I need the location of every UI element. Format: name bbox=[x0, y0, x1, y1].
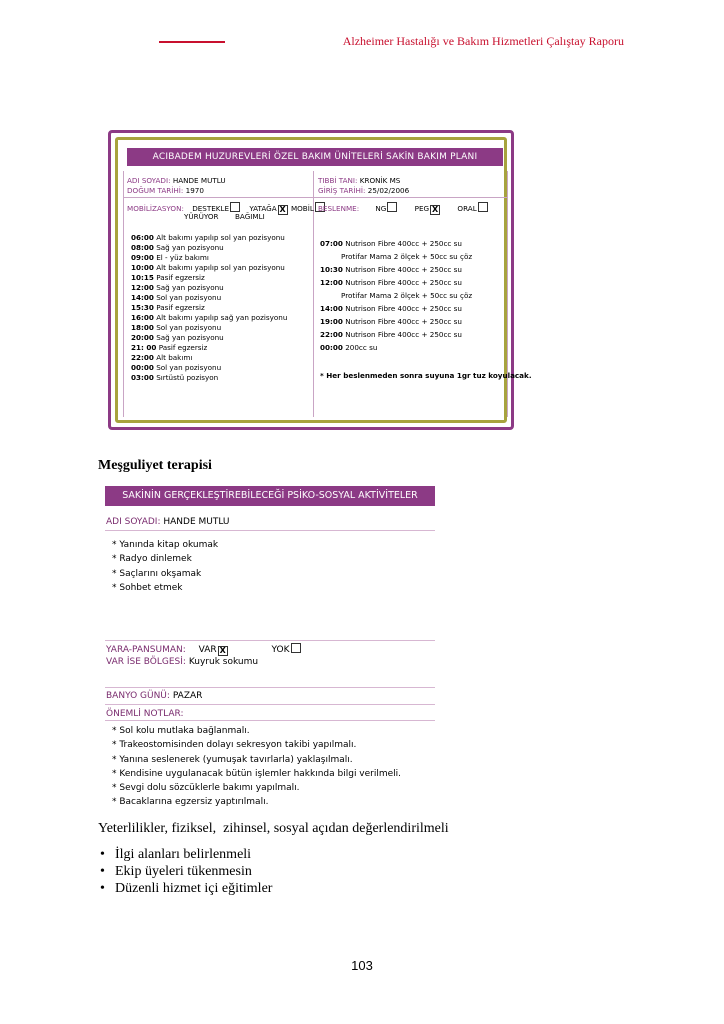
list-item: * Sol kolu mutlaka bağlanmalı. bbox=[112, 726, 250, 736]
plan-birth-row bbox=[127, 186, 204, 196]
list-item: * Saçlarını okşamak bbox=[112, 568, 202, 579]
nutrition-opt2-label: PEG bbox=[414, 204, 430, 213]
mobility-opt1-checkbox[interactable] bbox=[230, 202, 240, 212]
page-number: 103 bbox=[351, 958, 373, 973]
mobility-opt2-sub: BAĞIMLI bbox=[235, 212, 265, 221]
separator bbox=[105, 640, 435, 641]
plan-entry-value: 25/02/2006 bbox=[367, 186, 410, 195]
activities-name-row bbox=[106, 515, 230, 529]
separator bbox=[105, 530, 435, 531]
list-item: 21: 00 Pasif egzersiz bbox=[131, 343, 208, 352]
wound-no-label: YOK bbox=[271, 645, 290, 655]
list-item: * Bacaklarına egzersiz yaptırılmalı. bbox=[112, 797, 269, 808]
list-item: 12:00 Nutrison Fibre 400cc + 250cc su bbox=[320, 278, 462, 287]
plan-birth-label: DOĞUM TARİHİ: bbox=[127, 186, 184, 195]
list-item: • Ekip üyeleri tükenmesin bbox=[98, 863, 272, 880]
list-item: 00:00 Sol yan pozisyonu bbox=[131, 363, 222, 372]
plan-name-label: ADI SOYADI: bbox=[127, 176, 171, 185]
plan-nutrition-label: BESLENME: bbox=[318, 204, 360, 213]
wound-yes-checkbox[interactable]: X bbox=[219, 646, 226, 655]
plan-diagnosis-label: TIBBİ TANI: bbox=[318, 176, 358, 185]
plan-diagnosis-value: KRONİK MS bbox=[359, 176, 401, 185]
nutrition-opt1-checkbox[interactable] bbox=[387, 202, 397, 212]
list-item: 10:30 Nutrison Fibre 400cc + 250cc su bbox=[320, 265, 462, 274]
list-item: 10:00 Alt bakımı yapılıp sol yan pozisyonu bbox=[131, 263, 285, 272]
activities-name-value: HANDE MUTLU bbox=[163, 517, 230, 527]
plan-entry-row bbox=[318, 186, 409, 196]
plan-nutrition-row bbox=[318, 202, 489, 215]
positions-list bbox=[131, 233, 287, 383]
list-item: 16:00 Alt bakımı yapılıp sağ yan pozisyonu bbox=[131, 313, 288, 322]
separator bbox=[105, 687, 435, 688]
header-rule bbox=[159, 41, 225, 43]
bullet-list bbox=[98, 846, 272, 897]
list-item: 07:00 Nutrison Fibre 400cc + 250cc su bbox=[320, 239, 462, 248]
wound-region-row bbox=[106, 655, 258, 669]
wound-region-label: VAR İSE BÖLGESİ: bbox=[106, 657, 186, 667]
list-item: 20:00 Sağ yan pozisyonu bbox=[131, 333, 224, 342]
therapy-heading: Meşguliyet terapisi bbox=[98, 458, 212, 473]
bath-row bbox=[106, 689, 202, 703]
list-item: 18:00 Sol yan pozisyonu bbox=[131, 323, 222, 332]
mobility-opt1-label: DESTEKLE bbox=[192, 204, 230, 213]
mobility-opt2-checkbox[interactable]: X bbox=[279, 205, 286, 214]
plan-diagnosis-row bbox=[318, 176, 400, 186]
activities-list bbox=[112, 538, 218, 595]
feeding-list bbox=[320, 237, 472, 354]
list-item: * Yanında kitap okumak bbox=[112, 540, 219, 550]
nutrition-opt3-checkbox[interactable] bbox=[478, 202, 488, 212]
list-item: 14:00 Nutrison Fibre 400cc + 250cc su bbox=[320, 304, 462, 313]
bath-value: PAZAR bbox=[172, 691, 203, 701]
bath-label: BANYO GÜNÜ: bbox=[106, 691, 170, 701]
nutrition-opt3-label: ORAL bbox=[457, 204, 477, 213]
mobility-opt2-label: YATAĞA bbox=[249, 204, 277, 213]
plan-mobility-row bbox=[127, 202, 326, 215]
list-item: * Sohbet etmek bbox=[112, 582, 183, 593]
list-item: 09:00 El - yüz bakımı bbox=[131, 253, 209, 262]
nutrition-opt1-label: NG bbox=[375, 204, 387, 213]
list-item: Protifar Mama 2 ölçek + 50cc su çöz bbox=[341, 291, 473, 300]
list-item: 12:00 Sağ yan pozisyonu bbox=[131, 283, 224, 292]
list-item: 06:00 Alt bakımı yapılıp sol yan pozisyonu bbox=[131, 233, 285, 242]
list-item: * Radyo dinlemek bbox=[112, 554, 192, 565]
wound-region-value: Kuyruk sokumu bbox=[188, 657, 259, 667]
list-item: • İlgi alanları belirlenmeli bbox=[98, 846, 272, 863]
notes-list bbox=[112, 724, 401, 810]
list-item: * Trakeostomisinden dolayı sekresyon takibi yapılmalı. bbox=[112, 740, 357, 751]
list-item: 10:15 Pasif egzersiz bbox=[131, 273, 205, 282]
wound-yes-label: VAR bbox=[198, 645, 217, 655]
list-item: * Kendisine uygulanacak bütün işlemler hakkında bilgi verilmeli. bbox=[112, 768, 402, 779]
care-plan-form bbox=[108, 130, 532, 430]
list-item: * Yanına seslenerek (yumuşak tavırlarla) yaklaşılmalı. bbox=[112, 754, 353, 765]
separator bbox=[105, 720, 435, 721]
mobility-opt1-sub: YÜRÜYOR bbox=[184, 212, 219, 221]
care-plan-title: ACIBADEM HUZUREVLERİ ÖZEL BAKIM ÜNİTELERİ SAKİN BAKIM PLANI bbox=[127, 148, 503, 166]
nutrition-opt2-checkbox[interactable]: X bbox=[432, 205, 439, 214]
plan-divider-horizontal bbox=[123, 197, 507, 198]
notes-label: ÖNEMLİ NOTLAR: bbox=[106, 709, 184, 719]
list-item: 14:00 Sol yan pozisyonu bbox=[131, 293, 222, 302]
wound-label: YARA-PANSUMAN: bbox=[106, 645, 186, 655]
list-item: 08:00 Sağ yan pozisyonu bbox=[131, 243, 224, 252]
list-item: 19:00 Nutrison Fibre 400cc + 250cc su bbox=[320, 317, 462, 326]
activities-name-label: ADI SOYADI: bbox=[106, 517, 161, 527]
feeding-note: * Her beslenmeden sonra suyuna 1gr tuz koyulacak. bbox=[320, 371, 532, 380]
plan-name-row bbox=[127, 176, 226, 186]
plan-entry-label: GİRİŞ TARİHİ: bbox=[318, 186, 366, 195]
plan-frame-left bbox=[123, 171, 124, 417]
separator bbox=[105, 704, 435, 705]
plan-mobility-label: MOBİLİZASYON: bbox=[127, 204, 184, 213]
list-item: Protifar Mama 2 ölçek + 50cc su çöz bbox=[341, 252, 473, 261]
activities-title: SAKİNİN GERÇEKLEŞTİREBİLECEĞİ PSİKO-SOSYAL AKTİVİTELER bbox=[105, 486, 435, 506]
mobility-opt3-label: MOBİL bbox=[290, 204, 314, 213]
list-item: 03:00 Sırtüstü pozisyon bbox=[131, 373, 219, 382]
list-item: 15:30 Pasif egzersiz bbox=[131, 303, 205, 312]
plan-name-value: HANDE MUTLU bbox=[172, 176, 226, 185]
assessment-paragraph: Yeterlilikler, fiziksel, zihinsel, sosyal açıdan değerlendirilmeli bbox=[98, 821, 449, 836]
list-item: 22:00 Nutrison Fibre 400cc + 250cc su bbox=[320, 330, 462, 339]
header-title: Alzheimer Hastalığı ve Bakım Hizmetleri Çalıştay Raporu bbox=[342, 34, 624, 48]
list-item: * Sevgi dolu sözcüklerle bakımı yapılmalı. bbox=[112, 783, 300, 794]
list-item: 00:00 200cc su bbox=[320, 343, 378, 352]
list-item: • Düzenli hizmet içi eğitimler bbox=[98, 880, 272, 897]
plan-birth-value: 1970 bbox=[185, 186, 204, 195]
list-item: 22:00 Alt bakımı bbox=[131, 353, 193, 362]
wound-no-checkbox[interactable] bbox=[291, 643, 301, 653]
